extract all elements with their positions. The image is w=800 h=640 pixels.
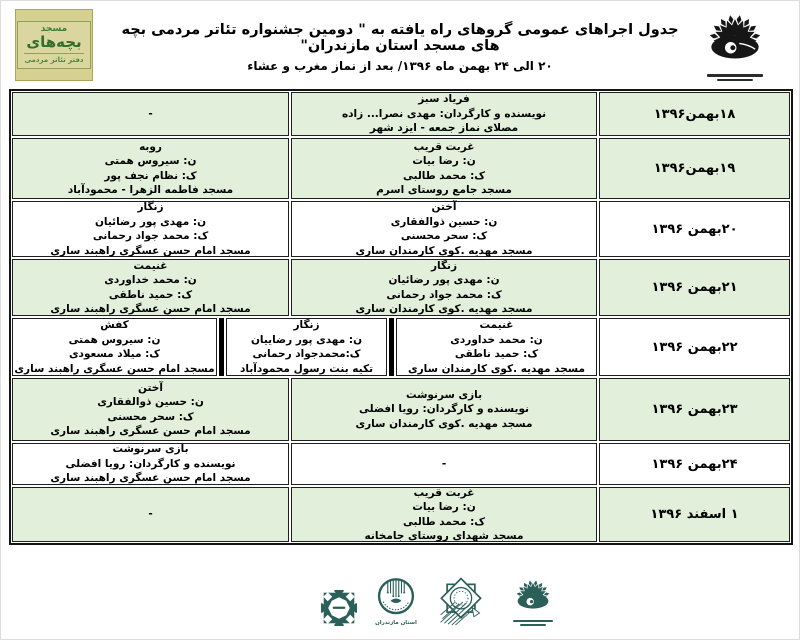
date-cell: ۲۱بهمن ۱۳۹۶ [599,259,790,316]
logo-text-bottom: دفتر تئاتر مردمی [24,53,83,65]
cell-line: مسجد امام حسن عسگری راهبند ساری [50,244,251,257]
footer-logo-caption-line [513,620,553,623]
cell-line: ک: محمد طالبی [402,169,486,182]
cell-line: مسجد مهدیه .کوی کارمندان ساری [355,417,533,430]
performance-cell [12,318,217,376]
footer-logo-arts-center [505,574,561,627]
performance-cell [12,487,289,542]
date-cell: ۲۳بهمن ۱۳۹۶ [599,378,790,441]
cell-line: ک: حمید ناطقی [108,288,193,301]
date-cell: ۱۹بهمن۱۳۹۶ [599,138,790,199]
cell-line: ن: مهدی پور رضاییان [250,333,363,346]
cell-line: غنیمت [479,319,514,331]
cell-line: غربت قریب [413,140,475,153]
cell-line: زنگار [293,319,320,331]
cell-line: مصلای نماز جمعه - ایزد شهر [369,122,519,135]
cell-line: - [441,457,447,470]
page-title: جدول اجراهای عمومی گروهای راه یافته به " دومین جشنواره تئاتر مردمی بچه های مسجد استان مازندران" [121,22,679,54]
cell-line: ن: حسین ذوالفقاری [97,396,204,408]
cell-line: مسجد امام حسن عسگری راهبند ساری [50,472,251,485]
cell-line: زنگار [137,201,164,213]
performance-cell [12,92,289,136]
footer-logos [42,564,800,626]
cell-line: ن: رضا بیات [412,155,476,167]
date-cell: ۱۸بهمن۱۳۹۶ [599,92,790,136]
footer-logo-square [321,590,357,626]
footer-logo-caption-line [520,624,546,626]
cell-line: ن: مهدی پور رضائیان [94,215,207,228]
cell-line: ک: نظام نجف پور [104,169,197,182]
cell-line: غربت قریب [413,486,475,499]
thick-divider [389,318,394,376]
performance-cell [396,318,597,376]
cell-line: بازی سرنوشت [405,388,483,401]
table-row [12,443,790,485]
cell-line: ن: حسین ذوالفقاری [390,215,498,228]
cell-line: مسجد امام حسن عسگری راهبند ساری [50,425,251,437]
performance-cell [12,378,289,441]
date-cell: ۱ اسفند ۱۳۹۶ [599,487,790,542]
cell-line: کفش [100,319,129,331]
cell-line: تکیه بنت رسول محمودآباد [239,362,374,375]
square-ornament-icon [321,590,357,626]
cell-line: ن: رضا بیات [412,501,476,513]
date-cell: ۲۲بهمن ۱۳۹۶ [599,318,790,376]
footer-logo-province [375,577,417,626]
date-cell: ۲۴بهمن ۱۳۹۶ [599,443,790,485]
cell-line: بازی سرنوشت [112,443,189,456]
cell-line: ن: مهدی پور رضائیان [388,274,500,286]
cell-line: ک: محمد طالبی [402,515,486,528]
page-subtitle: ۲۰ الی ۲۴ بهمن ماه ۱۳۹۶/ بعد از نماز مغرب و عشاء [247,59,553,73]
floral-emblem-teal-icon [505,574,561,618]
performance-cell [291,443,597,485]
cell-line: ک: حمید ناطقی [454,348,539,360]
cell-line: نویسنده و کارگردان: مهدی نصرا... زاده [341,107,547,120]
performance-cell [12,138,289,199]
thick-divider [219,318,224,376]
performance-cell [12,259,289,316]
emblem-caption-line [717,79,753,81]
table-row [12,487,790,542]
cell-line: - [148,508,153,521]
cell-line: آختن [138,381,163,394]
cell-line: ن: محمد خداوردی [104,274,197,286]
table-row [12,138,790,199]
cell-line: ک: میلاد مسعودی [68,348,161,360]
cell-line: آختن [431,201,457,213]
cell-line: ک: سحر محسنی [400,230,488,242]
footer-logo-caption: استان مازندران [375,620,417,626]
performance-cell [226,318,387,376]
date-cell: ۲۰بهمن ۱۳۹۶ [599,201,790,257]
performance-cell [291,378,597,441]
cell-line: غنیمت [133,259,168,272]
cell-line: مسجد مهدیه .کوی کارمندان ساری [408,362,585,375]
cell-line: ک:محمدجواد رحمانی [252,348,361,360]
cell-line: نویسنده و کارگردان: رویا افضلی [65,457,236,470]
cell-line: مسجد امام حسن عسگری راهبند ساری [50,303,251,315]
logo-text-main: بچه‌های [26,33,82,51]
logo-text-top: مسجد [40,24,68,34]
table-row [12,201,790,257]
cell-line: مسجد شهدای روستای جامخانه [364,530,524,542]
performance-cell [12,201,289,257]
performance-cell [291,201,597,257]
cell-line: ک: محمد جواد رحمانی [92,230,209,242]
performance-cell [291,92,597,136]
table-row [12,378,790,441]
cell-line: مسجد فاطمه الزهرا - محمودآباد [67,184,234,196]
cell-line: مسجد امام حسن عسگری راهبند ساری [14,362,215,375]
cell-line: ن: سیروس همتی [104,155,197,167]
footer-logo-municipality [435,576,487,626]
cell-line: مسجد مهدیه .کوی کارمندان ساری [355,244,533,257]
cell-line: مسجد مهدیه .کوی کارمندان ساری [355,303,533,315]
cell-line: زنگار [430,259,458,272]
table-row [12,259,790,316]
cell-line: روبه [139,140,162,153]
eight-point-star-icon [435,576,487,626]
cell-line: ک: محمد جواد رحمانی [386,288,502,301]
circle-emblem-icon [375,577,417,619]
table-row [12,92,790,136]
cell-line: ک: سحر محسنی [107,410,194,423]
performance-cell [291,487,597,542]
cell-line: ن: محمد خداوردی [450,333,543,346]
table-row [12,318,790,376]
emblem-caption-line [707,74,763,77]
performance-cell [12,443,289,485]
performance-cell [291,259,597,316]
cell-line: مسجد جامع روستای اسرم [376,184,512,196]
cell-line: ن: سیروس همتی [68,333,161,346]
performance-cell [291,138,597,199]
schedule-table [9,89,793,545]
cell-line: فریاد سبز [418,93,470,106]
cell-line: - [148,107,153,120]
cell-line: نویسنده و کارگردان: رویا افضلی [359,403,529,416]
